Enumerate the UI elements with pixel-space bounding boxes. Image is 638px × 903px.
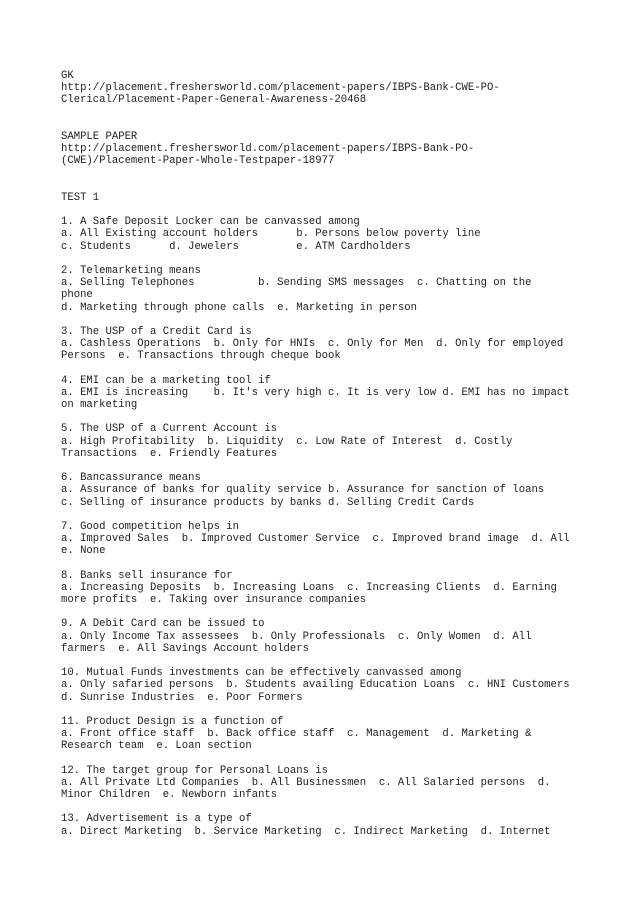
- spacer: [61, 204, 591, 216]
- question-text: 3. The USP of a Credit Card is: [61, 325, 252, 338]
- question-options-line: a. All Existing account holders b. Persons below poverty line: [61, 228, 481, 241]
- question-options-line: phone: [61, 289, 93, 302]
- question-block: [61, 265, 591, 314]
- question-options-line: Transactions e. Friendly Features: [61, 447, 278, 460]
- sample-paper-label: SAMPLE PAPER: [61, 130, 138, 143]
- sample-paper-section: [61, 131, 591, 168]
- question-options-line: Persons e. Transactions through cheque book: [61, 350, 341, 363]
- spacer: [61, 801, 591, 813]
- question-options-line: e. None: [61, 545, 106, 558]
- question-options-line: c. Selling of insurance products by banks d. Selling Credit Cards: [61, 496, 475, 509]
- spacer: [61, 107, 591, 131]
- question-block: [61, 521, 591, 558]
- question-options-line: on marketing: [61, 399, 138, 412]
- question-block: [61, 667, 591, 704]
- question-options-line: a. Only safaried persons b. Students availing Education Loans c. HNI Customers: [61, 679, 570, 692]
- spacer: [61, 753, 591, 765]
- question-options-line: a. Assurance of banks for quality service b. Assurance for sanction of loans: [61, 484, 545, 497]
- question-text: 7. Good competition helps in: [61, 520, 240, 533]
- question-options-line: farmers e. All Savings Account holders: [61, 642, 309, 655]
- spacer: [61, 314, 591, 326]
- question-text: 13. Advertisement is a type of: [61, 813, 252, 826]
- question-options-line: a. Selling Telephones b. Sending SMS messages c. Chatting on the: [61, 277, 532, 290]
- question-text: 2. Telemarketing means: [61, 265, 201, 278]
- question-text: 8. Banks sell insurance for: [61, 569, 233, 582]
- question-options-line: a. Cashless Operations b. Only for HNIs c. Only for Men d. Only for employed: [61, 338, 564, 351]
- question-options-line: a. All Private Ltd Companies b. All Businessmen c. All Salaried persons d.: [61, 776, 551, 789]
- question-options-line: a. Front office staff b. Back office staff c. Management d. Marketing &: [61, 728, 532, 741]
- question-block: [61, 716, 591, 753]
- question-options-line: a. Direct Marketing b. Service Marketing c. Indirect Marketing d. Internet: [61, 825, 551, 838]
- question-text: 11. Product Design is a function of: [61, 715, 284, 728]
- question-options-line: c. Students d. Jewelers e. ATM Cardholders: [61, 240, 411, 253]
- question-text: 9. A Debit Card can be issued to: [61, 618, 265, 631]
- spacer: [61, 704, 591, 716]
- question-text: 1. A Safe Deposit Locker can be canvassed among: [61, 216, 360, 229]
- question-block: [61, 570, 591, 607]
- document-page: [61, 70, 591, 838]
- question-block: [61, 472, 591, 509]
- question-options-line: d. Marketing through phone calls e. Marketing in person: [61, 301, 418, 314]
- spacer: [61, 655, 591, 667]
- sample-url-line-1[interactable]: http://placement.freshersworld.com/placement-papers/IBPS-Bank-PO-: [61, 143, 475, 156]
- question-block: [61, 375, 591, 412]
- sample-url-line-2[interactable]: (CWE)/Placement-Paper-Whole-Testpaper-18977: [61, 155, 335, 168]
- spacer: [61, 558, 591, 570]
- test-title: TEST 1: [61, 191, 100, 204]
- question-options-line: a. Increasing Deposits b. Increasing Loans c. Increasing Clients d. Earning: [61, 581, 557, 594]
- question-options-line: a. Improved Sales b. Improved Customer Service c. Improved brand image d. All: [61, 533, 570, 546]
- question-block: [61, 618, 591, 655]
- spacer: [61, 606, 591, 618]
- question-options-line: a. EMI is increasing b. It's very high c. It is very low d. EMI has no impact: [61, 386, 570, 399]
- gk-label: GK: [61, 70, 74, 82]
- question-text: 6. Bancassurance means: [61, 472, 201, 485]
- question-block: [61, 326, 591, 363]
- question-options-line: Minor Children e. Newborn infants: [61, 789, 278, 802]
- spacer: [61, 253, 591, 265]
- question-text: 5. The USP of a Current Account is: [61, 423, 278, 436]
- spacer: [61, 168, 591, 192]
- question-options-line: Research team e. Loan section: [61, 740, 252, 753]
- question-options-line: a. Only Income Tax assessees b. Only Professionals c. Only Women d. All: [61, 630, 532, 643]
- gk-url-line-1[interactable]: http://placement.freshersworld.com/placement-papers/IBPS-Bank-CWE-PO-: [61, 82, 500, 95]
- spacer: [61, 460, 591, 472]
- question-options-line: more profits e. Taking over insurance companies: [61, 594, 367, 607]
- question-block: [61, 216, 591, 253]
- spacer: [61, 363, 591, 375]
- question-text: 12. The target group for Personal Loans is: [61, 764, 329, 777]
- spacer: [61, 411, 591, 423]
- gk-section: [61, 70, 591, 107]
- question-text: 4. EMI can be a marketing tool if: [61, 374, 271, 387]
- question-options-line: a. High Profitability b. Liquidity c. Low Rate of Interest d. Costly: [61, 435, 513, 448]
- question-list: [61, 216, 591, 838]
- question-block: [61, 813, 591, 837]
- question-block: [61, 765, 591, 802]
- question-block: [61, 423, 591, 460]
- gk-url-line-2[interactable]: Clerical/Placement-Paper-General-Awareness-20468: [61, 94, 367, 107]
- question-text: 10. Mutual Funds investments can be effectively canvassed among: [61, 667, 462, 680]
- question-options-line: d. Sunrise Industries e. Poor Formers: [61, 691, 303, 704]
- spacer: [61, 509, 591, 521]
